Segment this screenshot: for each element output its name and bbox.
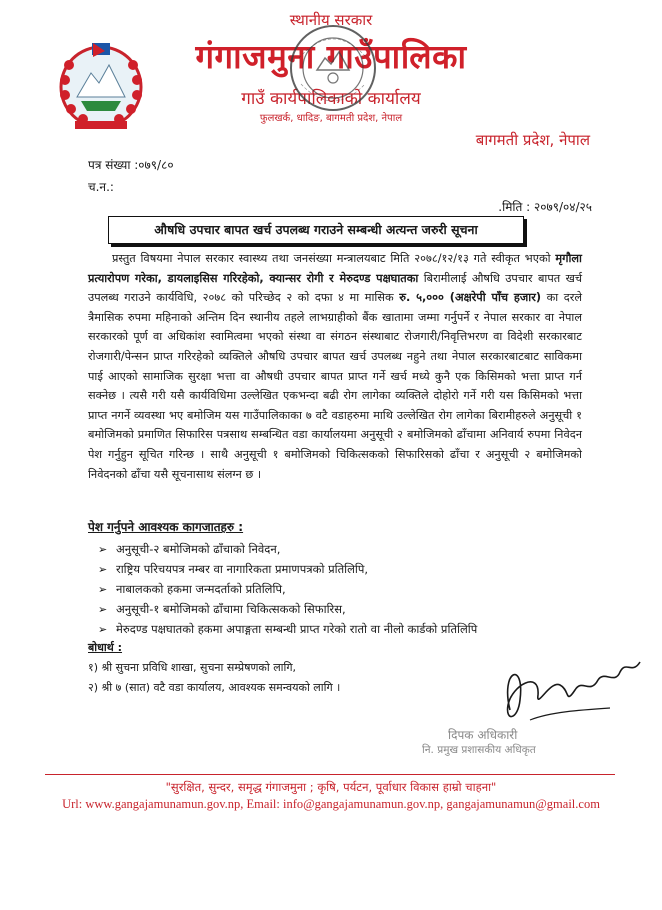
body-text-part: का दरले त्रैमासिक रुपमा महिनाको अन्तिम दिन स्थानीय तहले लाभग्राहीको बैंक खातामा जम्मा गर्नुपर्ने र नेपाल सरकार वा नेपाल सरकारको पूर्ण वा अधिकांश स्वामित्वमा भएको संस्था वा संगठन संस्थाबाट रोजगारी/निवृत्तिभरण वा विदेशी सरकारबाट रोजगारी/पेन्सन प्राप्त गरिरहेको व्यक्तिले औषधि उपचार बापत खर्च उपलब्ध नहुने तथा नेपाल सरकारबाटबाट साविकमा पाई आएको सामाजिक सुरक्षा भत्ता वा औषधी उपचार बापत प्राप्त गर्ने खर्च मध्ये कुनै एक किसिमको भत्ता प्राप्त गर्न सक्नेछ । त्यसै गरी यसै कार्यविधिमा उल्लेखित एकभन्दा बढी रोग लागेका व्यक्तिले दोहोरो गर्ने गरी यस किसिमको भत्ता प्राप्त नगर्ने व्यवस्था भए बमोजिम यस गाउँपालिकाका ७ वटै वडाहरुमा माथि उल्लेखित रोग लागेका बिरामीहरुले अनुसूची १ बमोजिमको प्रमाणित सिफारिस पत्रसाथ सम्बन्धित वडा कार्यालयमा अनुसूची २ बमोजिमको ढाँचामा अनिवार्य रुपमा निवेदन पेश गर्नुहुन सूचित गरिन्छ । साथै अनुसूची १ बमोजिमको चिकित्सकको सिफारिसको ढाँचा र अनुसूची २ बमोजिमको निवेदनको ढाँचा यसै सूचनासाथ संलग्न छ । [88, 291, 582, 481]
requirement-text: मेरुदण्ड पक्षघातको हकमा अपाङ्गता सम्बन्धी प्राप्त गरेको रातो वा नीलो कार्डको प्रतिलिपि [116, 622, 478, 636]
letter-date: .मिति : २०७९/०४/२५ [498, 200, 592, 214]
reference-number: पत्र संख्या :०७९/८० [88, 158, 174, 172]
office-name: गाउँ कार्यपालिकाको कार्यालय [241, 89, 421, 109]
province-label: बागमती प्रदेश, नेपाल [475, 131, 590, 149]
requirement-text: अनुसूची-१ बमोजिमको ढाँचामा चिकित्सकको सिफारिस, [116, 602, 346, 616]
footer-contact: Url: www.gangajamunamun.gov.np, Email: info@gangajamunamun.gov.np, gangajamunamun@gmail.com [62, 797, 600, 811]
body-paragraph [88, 249, 582, 484]
body-bold-diseases: मृगौला प्रत्यारोपण गरेका, डायलाइसिस गरिरहेको, क्यान्सर रोगी र मेरुदण्ड पक्षघातका [88, 252, 582, 285]
handwritten-signature [470, 650, 645, 732]
body-text-part: बिरामीलाई औषधि उपचार बापत खर्च उपलब्ध गराउने कार्यविधि, २०७८ को परिच्छेद २ को दफा ४ मा मासिक [88, 271, 582, 305]
requirement-item [98, 602, 346, 617]
dispatch-number: च.न.: [88, 180, 114, 194]
notice-title: औषधि उपचार बापत खर्च उपलब्ध गराउने सम्बन्धी अत्यन्त जरुरी सूचना [108, 216, 524, 244]
requirement-item [98, 542, 280, 557]
municipality-name: गंगाजमुना गाउँपालिका [195, 37, 467, 76]
arrow-bullet-icon: ➢ [98, 603, 108, 616]
signatory-title: नि. प्रमुख प्रशासकीय अधिकृत [422, 744, 536, 756]
local-government-label: स्थानीय सरकार [289, 11, 373, 29]
requirement-item [98, 622, 477, 637]
arrow-bullet-icon: ➢ [98, 583, 108, 596]
arrow-bullet-icon: ➢ [98, 543, 108, 556]
requirements-heading: पेश गर्नुपने आवश्यक कागजातहरु : [88, 520, 244, 534]
cc-item: २) श्री ७ (सात) वटै वडा कार्यालय, आवश्यक समन्वयको लागि । [88, 681, 341, 694]
body-text-part: प्रस्तुत विषयमा नेपाल सरकार स्वास्थ्य तथा जनसंख्या मन्त्रालयबाट मिति २०७८/१२/१३ गते स्वीकृत भएको [112, 252, 556, 265]
requirement-text: नाबालकको हकमा जन्मदर्ताको प्रतिलिपि, [116, 582, 286, 596]
cc-heading: बोधार्थ : [88, 641, 123, 654]
body-bold-amount: रु. ५,००० (अक्षरेपी पाँच हजार) [399, 291, 542, 305]
signatory-name: दिपक अधिकारी [448, 728, 518, 742]
official-seal-stamp [287, 22, 379, 114]
footer-slogan: "सुरक्षित, सुन्दर, समृद्ध गंगाजमुना ; कृषि, पर्यटन, पूर्वाधार विकास हाम्रो चाहना" [165, 780, 497, 794]
arrow-bullet-icon: ➢ [98, 623, 108, 636]
notice-body [88, 249, 582, 484]
arrow-bullet-icon: ➢ [98, 563, 108, 576]
office-address: फुलखर्क, धादिङ, बागमती प्रदेश, नेपाल [259, 113, 403, 124]
requirement-item [98, 582, 286, 597]
requirement-text: राष्ट्रिय परिचयपत्र नम्बर वा नागारिकता प्रमाणपत्रको प्रतिलिपि, [116, 562, 369, 576]
footer-divider [45, 774, 615, 775]
requirement-text: अनुसूची-२ बमोजिमको ढाँचाको निवेदन, [116, 542, 281, 556]
cc-item: १) श्री सुचना प्रविधि शाखा, सुचना सम्प्रेषणको लागि, [88, 661, 297, 674]
requirement-item [98, 562, 368, 577]
